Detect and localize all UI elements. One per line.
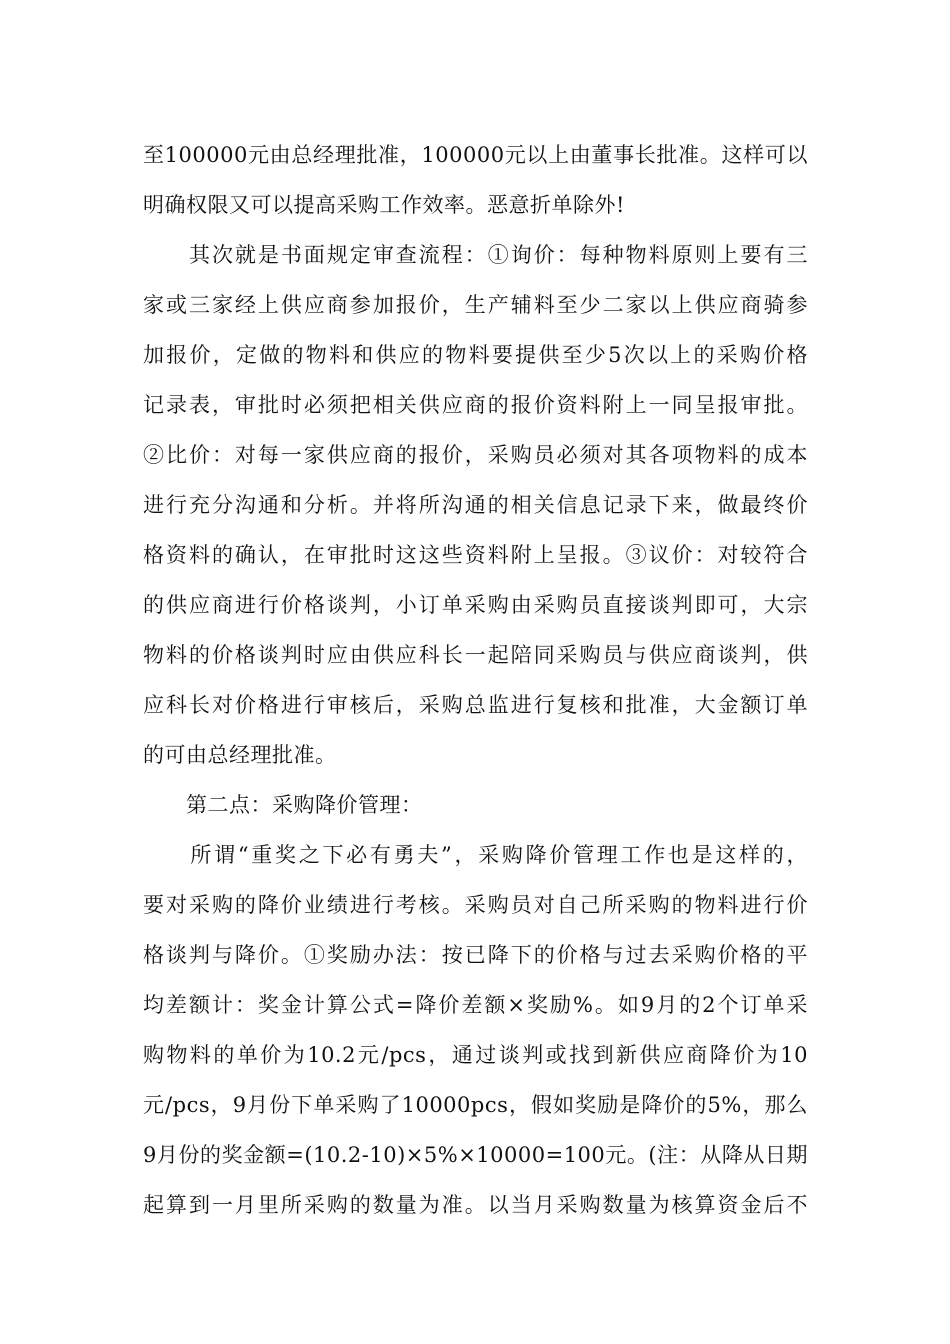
text-line: 至100000元由总经理批准，100000元以上由董事长批准。这样可以	[143, 143, 808, 167]
text-line: 记录表，审批时必须把相关供应商的报价资料附上一同呈报审批。	[143, 393, 808, 417]
text-line: 第二点：采购降价管理：	[143, 793, 423, 817]
text-line: 明确权限又可以提高采购工作效率。恶意折单除外!	[143, 193, 625, 217]
text-line: 9月份的奖金额=(10.2-10)×5%×10000=100元。(注：从降从日期	[143, 1143, 808, 1167]
text-line: 应科长对价格进行审核后，采购总监进行复核和批准，大金额订单	[143, 693, 808, 717]
text-line: 要对采购的降价业绩进行考核。采购员对自己所采购的物料进行价	[143, 893, 808, 917]
text-line: 所谓“重奖之下必有勇夫”，采购降价管理工作也是这样的，	[143, 843, 808, 867]
text-line: 均差额计：奖金计算公式=降价差额×奖励%。如9月的2个订单采	[143, 993, 808, 1017]
document-body	[143, 130, 808, 1230]
text-line: 格谈判与降价。①奖励办法：按已降下的价格与过去采购价格的平	[143, 943, 808, 967]
text-line: 的可由总经理批准。	[143, 743, 337, 767]
text-line: 起算到一月里所采购的数量为准。以当月采购数量为核算资金后不	[143, 1193, 808, 1217]
text-line: 加报价，定做的物料和供应的物料要提供至少5次以上的采购价格	[143, 343, 808, 367]
text-line: 进行充分沟通和分析。并将所沟通的相关信息记录下来，做最终价	[143, 493, 808, 517]
text-line: 元/pcs，9月份下单采购了10000pcs，假如奖励是降价的5%，那么	[143, 1093, 808, 1117]
text-line: 格资料的确认，在审批时这这些资料附上呈报。③议价：对较符合	[143, 543, 808, 567]
text-line: 的供应商进行价格谈判，小订单采购由采购员直接谈判即可，大宗	[143, 593, 808, 617]
text-line: ②比价：对每一家供应商的报价，采购员必须对其各项物料的成本	[143, 443, 808, 467]
text-line: 购物料的单价为10.2元/pcs，通过谈判或找到新供应商降价为10	[143, 1043, 808, 1067]
text-line: 家或三家经上供应商参加报价，生产辅料至少二家以上供应商骑参	[143, 293, 808, 317]
text-line: 其次就是书面规定审查流程：①询价：每种物料原则上要有三	[143, 243, 808, 267]
text-line: 物料的价格谈判时应由供应科长一起陪同采购员与供应商谈判，供	[143, 643, 808, 667]
